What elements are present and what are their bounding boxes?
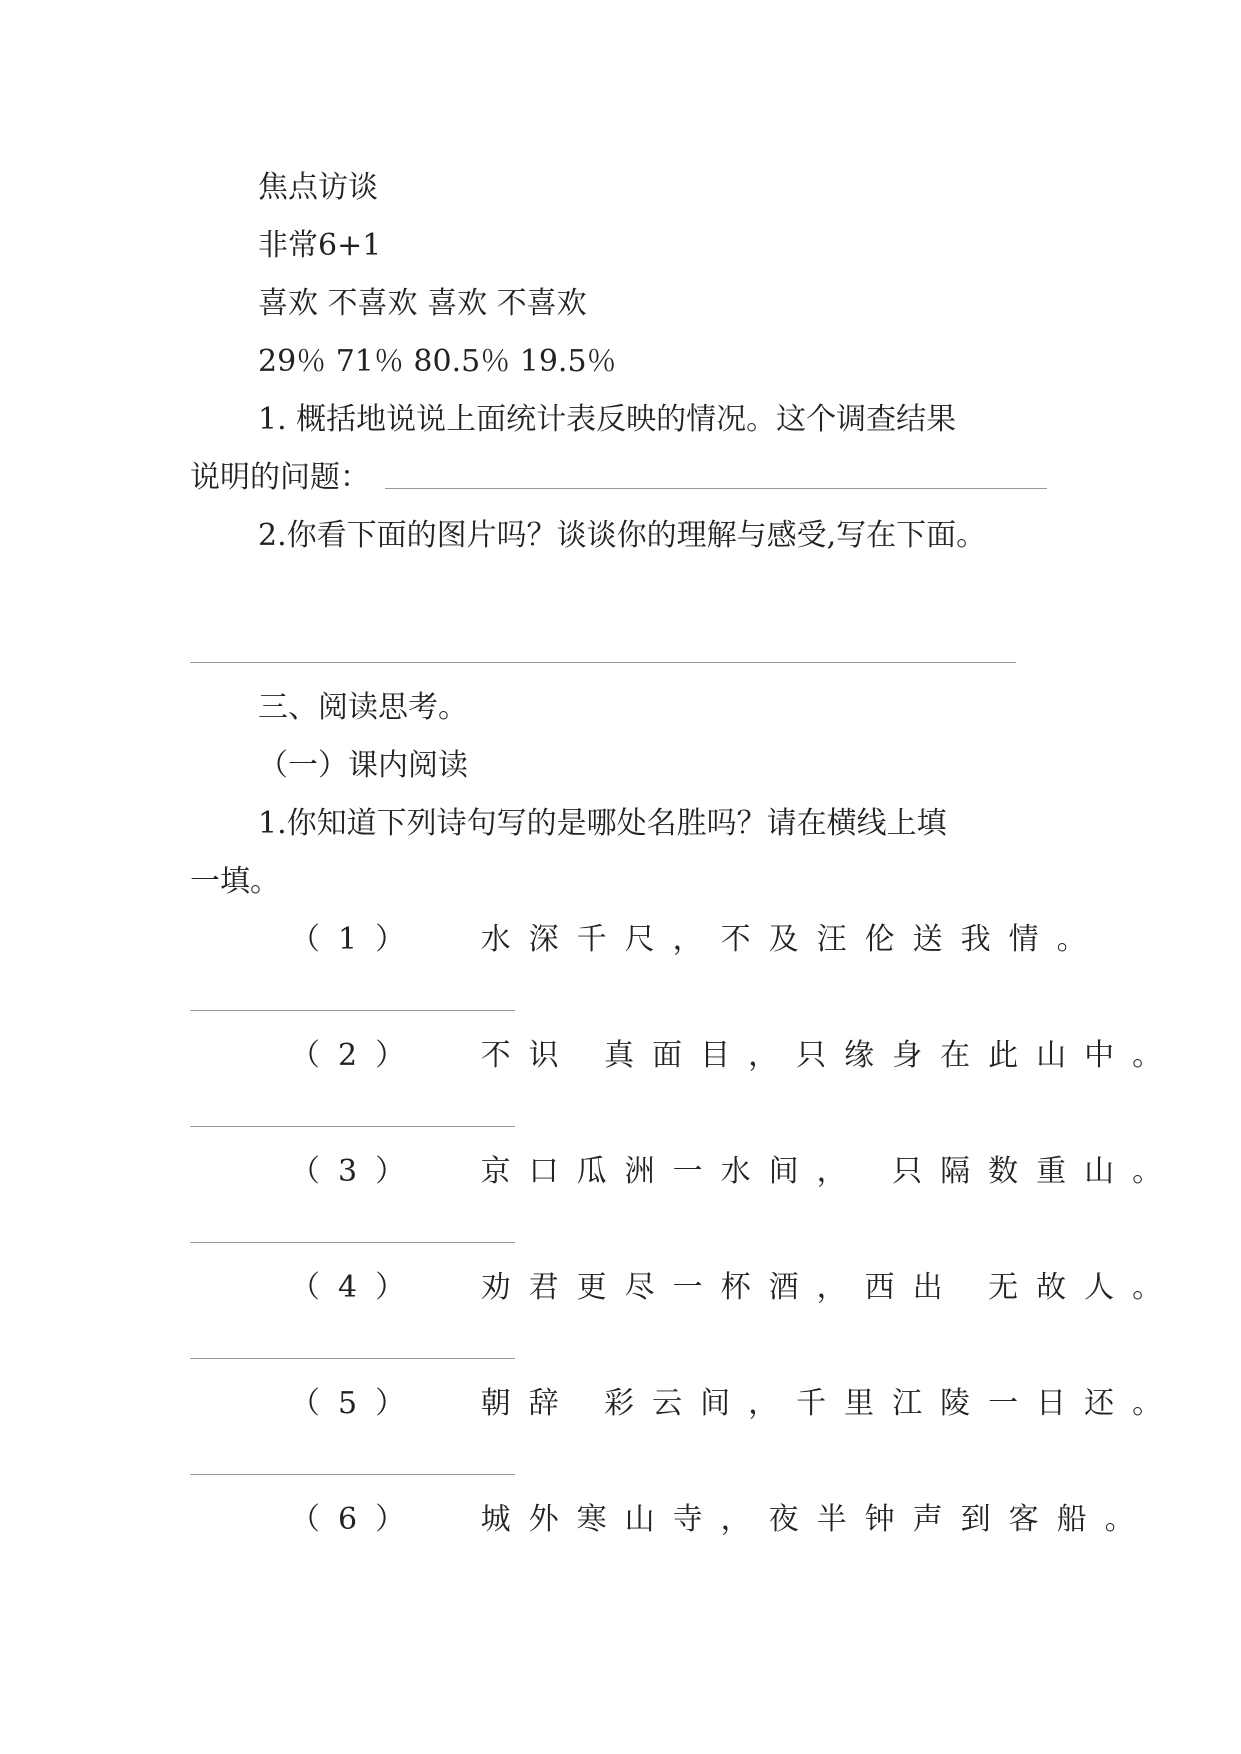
section-3-subtitle: （一）课内阅读: [258, 748, 468, 783]
section-3-title: 三、阅读思考。: [258, 690, 468, 725]
question-2: 2.你看下面的图片吗？谈谈你的理解与感受,写在下面。: [258, 518, 987, 553]
poem-number: （5）: [290, 1386, 424, 1421]
survey-row-program-2: 非常6+1: [258, 228, 382, 263]
survey-row-programs: 焦点访谈: [258, 170, 378, 205]
poem-text: 京口瓜洲一水间， 只隔数重山。: [480, 1154, 1181, 1189]
poem-number: （4）: [290, 1270, 424, 1305]
question-1-line-1: 1. 概括地说说上面统计表反映的情况。这个调查结果: [258, 402, 957, 437]
question-1-answer-line[interactable]: [385, 488, 1047, 489]
poem-item: [290, 1268, 1180, 1308]
survey-row-preference: 喜欢 不喜欢 喜欢 不喜欢: [258, 286, 587, 321]
poem-text: 水深千尺，不及汪伦送我情。: [480, 922, 1105, 957]
poem-text: 城外寒山寺，夜半钟声到客船。: [480, 1502, 1153, 1537]
instruction-line-2: 一填。: [190, 864, 280, 899]
poem-item: [290, 1384, 1180, 1424]
poem-number: （6）: [290, 1502, 424, 1537]
poem-text: 劝君更尽一杯酒，西出 无故人。: [480, 1270, 1181, 1305]
survey-row-percentages: 29％ 71％ 80.5％ 19.5％: [258, 344, 617, 379]
poem-item: [290, 1500, 1153, 1540]
poem-text: 朝辞 彩云间，千里江陵一日还。: [480, 1386, 1181, 1421]
poem-number: （3）: [290, 1154, 424, 1189]
poem-answer-line[interactable]: [190, 1358, 515, 1359]
poem-item: [290, 920, 1105, 960]
poem-answer-line[interactable]: [190, 1010, 515, 1011]
instruction-line-1: 1.你知道下列诗句写的是哪处名胜吗？请在横线上填: [258, 806, 947, 841]
question-1-label: 说明的问题：: [190, 460, 370, 495]
poem-answer-line[interactable]: [190, 1126, 515, 1127]
poem-text: 不识 真面目，只缘身在此山中。: [480, 1038, 1181, 1073]
poem-item: [290, 1152, 1180, 1192]
poem-number: （2）: [290, 1038, 424, 1073]
question-2-answer-line[interactable]: [190, 662, 1016, 663]
poem-answer-line[interactable]: [190, 1242, 515, 1243]
poem-number: （1）: [290, 922, 424, 957]
poem-answer-line[interactable]: [190, 1474, 515, 1475]
poem-item: [290, 1036, 1180, 1076]
